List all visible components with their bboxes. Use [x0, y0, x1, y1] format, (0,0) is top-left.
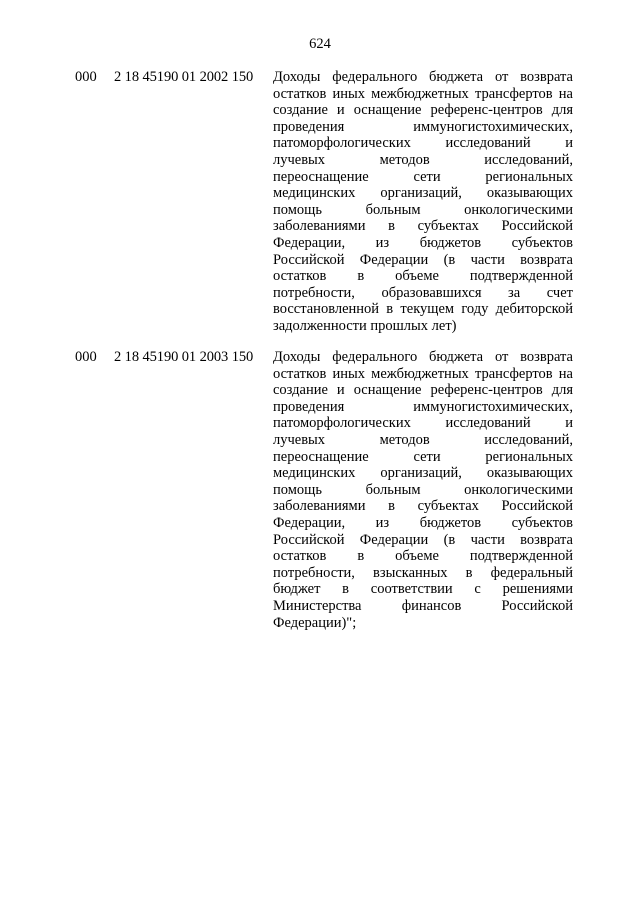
description-line: создание и оснащение референс-центров для: [273, 102, 573, 119]
description-line: медицинских организаций, оказывающих: [273, 185, 573, 202]
description-line: остатков в объеме подтвержденной: [273, 548, 573, 565]
description-line: Федерации)";: [273, 614, 357, 631]
description-line: бюджет в соответствии с решениями: [273, 581, 573, 598]
description-line: Российской Федерации (в части возврата: [273, 531, 573, 548]
description-line: медицинских организаций, оказывающих: [273, 465, 573, 482]
description-line: переоснащение сети региональных: [273, 168, 573, 185]
description-line: заболеваниями в субъектах Российской: [273, 218, 573, 235]
page-number: 624: [309, 36, 331, 52]
description-line: лучевых методов исследований,: [273, 151, 573, 168]
entry-description: [273, 349, 573, 631]
description-line: Федерации, из бюджетов субъектов: [273, 514, 573, 531]
admin-code: 000: [75, 349, 97, 365]
description-line: задолженности прошлых лет): [273, 317, 457, 334]
description-line: создание и оснащение референс-центров для: [273, 382, 573, 399]
description-line: Доходы федерального бюджета от возврата: [273, 349, 573, 365]
description-line: проведения иммуногистохимических,: [273, 118, 573, 135]
description-line: заболеваниями в субъектах Российской: [273, 498, 573, 515]
description-line: потребности, взысканных в федеральный: [273, 564, 573, 581]
description-line: переоснащение сети региональных: [273, 448, 573, 465]
description-line: Доходы федерального бюджета от возврата: [273, 69, 573, 85]
entry-description: [273, 69, 573, 335]
description-line: проведения иммуногистохимических,: [273, 398, 573, 415]
description-line: остатков иных межбюджетных трансфертов на: [273, 365, 573, 382]
description-line: потребности, образовавшихся за счет: [273, 284, 573, 301]
description-line: помощь больным онкологическими: [273, 201, 573, 218]
description-line: остатков в объеме подтвержденной: [273, 268, 573, 285]
description-line: остатков иных межбюджетных трансфертов на: [273, 85, 573, 102]
classification-code: 2 18 45190 01 2002 150: [114, 69, 254, 85]
description-line: Российской Федерации (в части возврата: [273, 251, 573, 268]
admin-code: 000: [75, 69, 97, 85]
description-line: помощь больным онкологическими: [273, 481, 573, 498]
classification-code: 2 18 45190 01 2003 150: [114, 349, 254, 365]
description-line: патоморфологических исследований и: [273, 415, 573, 432]
description-line: восстановленной в текущем году дебиторской: [273, 301, 573, 318]
description-line: Федерации, из бюджетов субъектов: [273, 234, 573, 251]
description-line: патоморфологических исследований и: [273, 135, 573, 152]
description-line: лучевых методов исследований,: [273, 431, 573, 448]
description-line: Министерства финансов Российской: [273, 597, 573, 614]
